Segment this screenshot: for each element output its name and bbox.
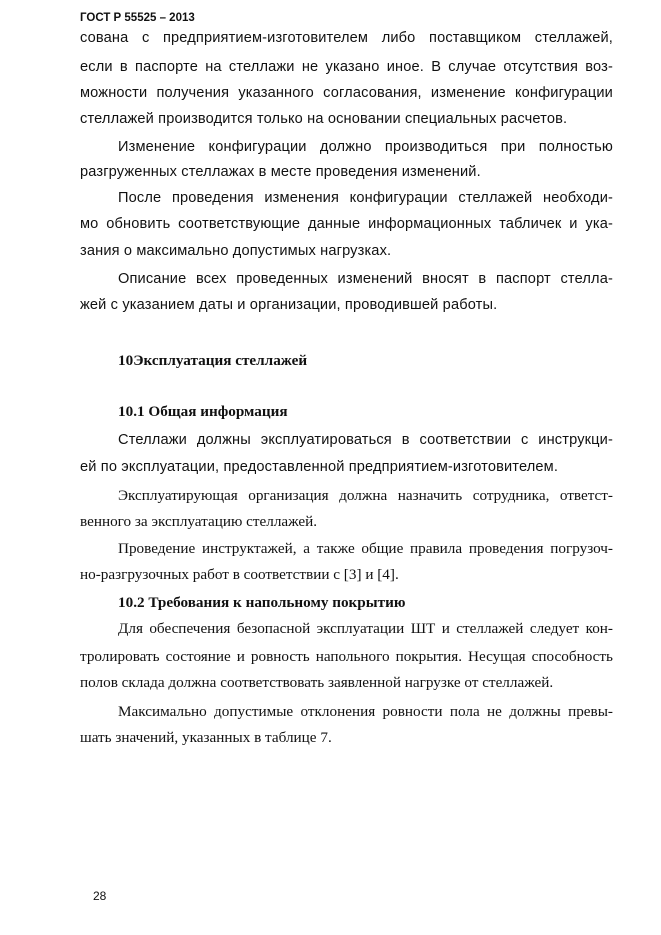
- text-line: мо обновить соответствующие данные информационных табличек и ука-: [80, 216, 613, 232]
- text-line: ей по эксплуатации, предоставленной предприятием-изготовителем.: [80, 459, 559, 475]
- document-header: ГОСТ Р 55525 – 2013: [80, 12, 195, 24]
- text-line: Проведение инструктажей, а также общие правила проведения погрузоч-: [118, 540, 613, 557]
- text-line: венного за эксплуатацию стеллажей.: [80, 513, 318, 530]
- text-line: После проведения изменения конфигурации стеллажей необходи-: [118, 190, 613, 206]
- text-line: Максимально допустимые отклонения ровности пола не должны превы-: [118, 703, 613, 720]
- page-number: 28: [93, 889, 107, 903]
- text-line: жей с указанием даты и организации, проводившей работы.: [80, 297, 498, 313]
- subsection-heading: 10.1 Общая информация: [118, 403, 288, 420]
- text-line: шать значений, указанных в таблице 7.: [80, 729, 332, 746]
- text-line: но-разгрузочных работ в соответствии с [3] и [4].: [80, 566, 399, 583]
- text-line: полов склада должна соответствовать заявленной нагрузке от стеллажей.: [80, 674, 554, 691]
- text-line: Для обеспечения безопасной эксплуатации ШТ и стеллажей следует кон-: [118, 620, 613, 637]
- text-line: Изменение конфигурации должно производиться при полностью: [118, 139, 613, 155]
- text-line: сована с предприятием-изготовителем либо поставщиком стеллажей,: [80, 30, 613, 46]
- text-line: Описание всех проведенных изменений вносят в паспорт стелла-: [118, 271, 613, 287]
- text-line: стеллажей производится только на основании специальных расчетов.: [80, 111, 568, 127]
- text-line: Стеллажи должны эксплуатироваться в соответствии с инструкци-: [118, 432, 613, 448]
- subsection-heading: 10.2 Требования к напольному покрытию: [118, 594, 406, 611]
- text-line: тролировать состояние и ровность напольного покрытия. Несущая способность: [80, 648, 613, 665]
- text-line: Эксплуатирующая организация должна назначить сотрудника, ответст-: [118, 487, 613, 504]
- text-line: если в паспорте на стеллажи не указано иное. В случае отсутствия воз-: [80, 59, 613, 75]
- text-line: разгруженных стеллажах в месте проведения изменений.: [80, 164, 481, 180]
- text-line: можности получения указанного согласования, изменение конфигурации: [80, 85, 613, 101]
- text-line: зания о максимально допустимых нагрузках.: [80, 243, 392, 259]
- section-heading: 10Эксплуатация стеллажей: [118, 352, 308, 369]
